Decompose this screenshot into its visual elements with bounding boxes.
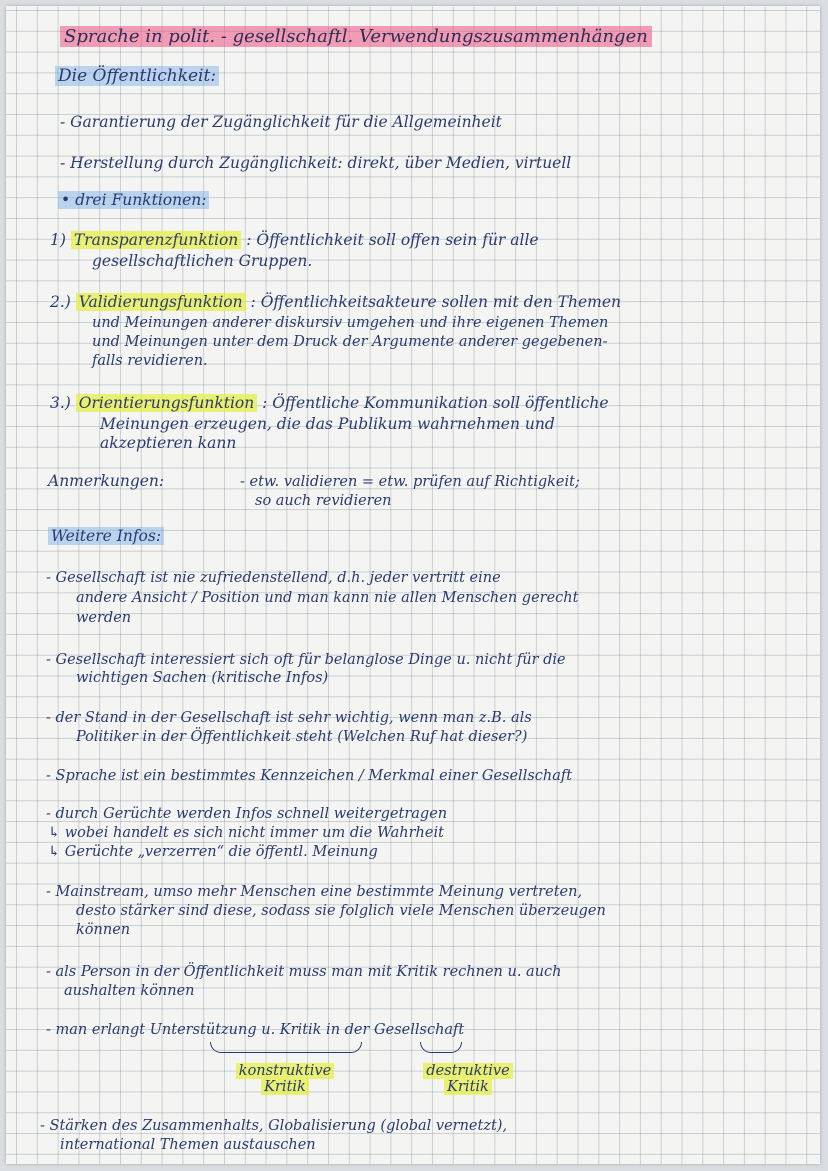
list-item: - durch Gerüchte werden Infos schnell weitergetragen	[46, 806, 448, 822]
function-name: Orientierungsfunktion	[76, 394, 257, 412]
section-heading-public: Die Öffentlichkeit:	[55, 68, 219, 85]
function-validation: 2.) Validierungsfunktion : Öffentlichkeitsakteure sollen mit den Themen	[50, 293, 622, 311]
list-item-line: werden	[76, 610, 132, 626]
list-item: - Herstellung durch Zugänglichkeit: direkt, über Medien, virtuell	[60, 154, 572, 172]
function-line: und Meinungen anderer diskursiv umgehen und ihre eigenen Themen	[92, 315, 609, 331]
function-line: akzeptieren kann	[100, 434, 237, 452]
list-item: - der Stand in der Gesellschaft ist sehr wichtig, wenn man z.B. als	[46, 710, 532, 726]
function-name: Validierungsfunktion	[76, 293, 246, 311]
more-info-heading: Weitere Infos:	[48, 528, 164, 545]
function-line: falls revidieren.	[92, 353, 208, 369]
brace-support	[210, 1042, 362, 1053]
constructive-critique: konstruktive Kritik	[225, 1063, 345, 1095]
list-item: - Garantierung der Zugänglichkeit für die Allgemeinheit	[60, 113, 502, 131]
list-item-line: andere Ansicht / Position und man kann nie allen Menschen gerecht	[76, 590, 579, 606]
list-item: - man erlangt Unterstützung u. Kritik in der Gesellschaft	[46, 1022, 465, 1038]
list-item-line: aushalten können	[64, 983, 195, 999]
list-item-line: wichtigen Sachen (kritische Infos)	[76, 670, 329, 686]
list-item-line: international Themen austauschen	[60, 1137, 316, 1153]
function-line: gesellschaftlichen Gruppen.	[92, 252, 313, 270]
function-orientation: 3.) Orientierungsfunktion : Öffentliche Kommunikation soll öffentliche	[50, 394, 609, 412]
function-name: Transparenzfunktion	[71, 231, 241, 249]
list-item-line: ↳ wobei handelt es sich nicht immer um die Wahrheit	[48, 825, 444, 841]
list-item: - als Person in der Öffentlichkeit muss man mit Kritik rechnen u. auch	[46, 964, 562, 980]
list-item-line: Politiker in der Öffentlichkeit steht (Welchen Ruf hat dieser?)	[76, 729, 528, 745]
brace-critique	[420, 1042, 462, 1053]
list-item-line: können	[76, 922, 131, 938]
note-line: so auch revidieren	[255, 493, 392, 509]
list-item: - Mainstream, umso mehr Menschen eine bestimmte Meinung vertreten,	[46, 884, 583, 900]
list-item-line: ↳ Gerüchte „verzerren“ die öffentl. Meinung	[48, 844, 378, 860]
list-item-line: desto stärker sind diese, sodass sie folglich viele Menschen überzeugen	[76, 903, 606, 919]
list-item: - Gesellschaft ist nie zufriedenstellend, d.h. jeder vertritt eine	[46, 570, 501, 586]
function-transparency: 1) Transparenzfunktion : Öffentlichkeit soll offen sein für alle	[50, 231, 539, 249]
page-title: Sprache in polit. - gesellschaftl. Verwendungszusammenhängen	[60, 28, 652, 45]
notes-label: Anmerkungen:	[48, 472, 165, 490]
function-line: Meinungen erzeugen, die das Publikum wahrnehmen und	[100, 415, 555, 433]
functions-heading: • drei Funktionen:	[58, 192, 209, 209]
note-line: - etw. validieren = etw. prüfen auf Richtigkeit;	[240, 474, 580, 490]
list-item: - Gesellschaft interessiert sich oft für belanglose Dinge u. nicht für die	[46, 652, 566, 668]
destructive-critique: destruktive Kritik	[408, 1063, 528, 1095]
list-item: - Sprache ist ein bestimmtes Kennzeichen / Merkmal einer Gesellschaft	[46, 768, 573, 784]
function-line: und Meinungen unter dem Druck der Argumente anderer gegebenen-	[92, 334, 608, 350]
list-item: - Stärken des Zusammenhalts, Globalisierung (global vernetzt),	[40, 1118, 508, 1134]
